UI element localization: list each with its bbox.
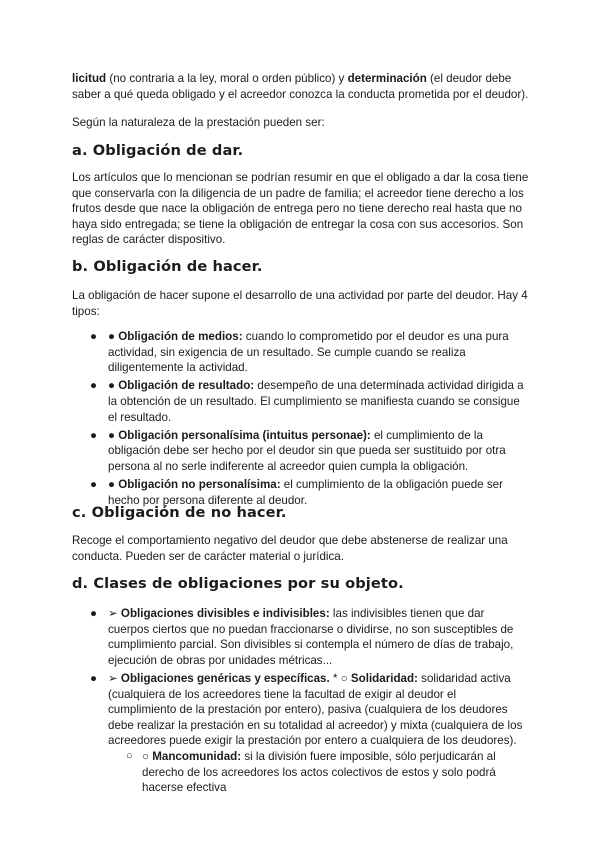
list-item-term: ➢ Obligaciones genéricas y específicas. [108, 671, 330, 685]
intro-text-2: (el deudor debe saber a qué queda obligado y el acreedor conozca la conducta prometida por el deudor). [72, 72, 529, 101]
sub-list [108, 749, 526, 796]
term-determinacion: determinación [347, 72, 427, 85]
bullet-icon: ● [90, 379, 98, 393]
bullet-icon: ● [90, 607, 98, 620]
term-licitud: licitud [72, 72, 107, 85]
list-item [90, 428, 526, 475]
sub-item-term: ○ Mancomunidad: [142, 749, 242, 763]
list-item-term: ➢ Obligaciones divisibles e indivisibles: [108, 607, 330, 620]
section-a-body: Los artículos que lo mencionan se podrían resumir en que el obligado a dar la cosa tiene que conservarla con la diligencia de un padre de familia; el acreedor tiene derecho a los frutos desde que nace la obligación de entrega pero no tiene derecho real hasta que no haya sido entregada; se tiene la obligación de entregar la cosa con sus accesorios. Son reglas de carácter dispositivo. [72, 171, 529, 247]
list-item-text: el cumplimiento de la obligación debe ser hecho por el deudor sin que pueda ser sustituido por otra persona al no serle indiferente al acreedor quien cumpla la obligación. [108, 428, 506, 473]
intro-paragraph [72, 71, 532, 102]
list-item-text: cuando lo comprometido por el deudor es una pura actividad, sin exigencia de un resultado. Se cumple cuando se realiza diligentemente la actividad. [108, 330, 509, 375]
bullet-icon: ● [90, 330, 98, 343]
sub-list-item [126, 749, 526, 796]
sub-item-text: si la división fuere imposible, sólo perjudicarán al derecho de los acreedores los actos colectivos de estos y solo podrá hacerse efectiva [142, 749, 496, 795]
intro-text-1: (no contraria a la ley, moral o orden público) y [106, 72, 348, 85]
section-c-body: Recoge el comportamiento negativo del deudor que debe abstenerse de realizar una conducta. Pueden ser de carácter material o jurídica. [72, 534, 508, 563]
list-item-term: ● Obligación de medios: [108, 330, 243, 343]
section-a-heading: a. Obligación de dar. [72, 142, 244, 159]
hollow-bullet-icon: ○ [126, 749, 133, 762]
section-d-list [90, 606, 526, 798]
list-item-separator: * ○ [329, 671, 351, 685]
list-item-text: desempeño de una determinada actividad dirigida a la obtención de un resultado. El cumplimiento se manifiesta cuando se consigue el resultado. [108, 379, 524, 424]
section-b-list [90, 329, 526, 511]
bullet-icon: ● [90, 478, 98, 492]
section-b-body: La obligación de hacer supone el desarrollo de una actividad por parte del deudor. Hay 4 tipos: [72, 289, 528, 318]
list-item [90, 329, 526, 376]
section-c-heading: c. Obligación de no hacer. [72, 504, 287, 521]
list-item-term: ● Obligación de resultado: [108, 379, 255, 393]
list-item-term-2: Solidaridad: [350, 671, 418, 685]
list-item [90, 606, 526, 668]
section-b-heading: b. Obligación de hacer. [72, 258, 263, 275]
section-d-heading: d. Clases de obligaciones por su objeto. [72, 575, 404, 592]
list-item-term: ● Obligación personalísima (intuitus personae): [108, 428, 371, 442]
list-item-text: solidaridad activa (cualquiera de los acreedores tiene la facultad de exigir al deudor el cumplimiento de la prestación por entero), pasiva (cualquiera de los deudores debe realizar la prestación en su totalidad al acreedor) y mixta (cualquiera de los acreedores puede exigir la prestación por entero a cualquiera de los deudores). [108, 671, 523, 748]
list-item [90, 378, 526, 425]
classification-intro: Según la naturaleza de la prestación pueden ser: [72, 116, 325, 129]
bullet-icon: ● [90, 671, 98, 685]
list-item-text: el cumplimiento de la obligación puede ser hecho por persona diferente al deudor. [108, 478, 503, 507]
list-item-term: ● Obligación no personalísima: [108, 478, 281, 492]
list-item [90, 671, 526, 796]
list-item-text: las indivisibles tienen que dar cuerpos ciertos que no puedan fraccionarse o dividirse, no son susceptibles de cumplimiento parcial. Son divisibles si contempla el número de días de trabajo, ejecución de obras por unidades métricas... [108, 607, 514, 667]
bullet-icon: ● [90, 428, 98, 442]
